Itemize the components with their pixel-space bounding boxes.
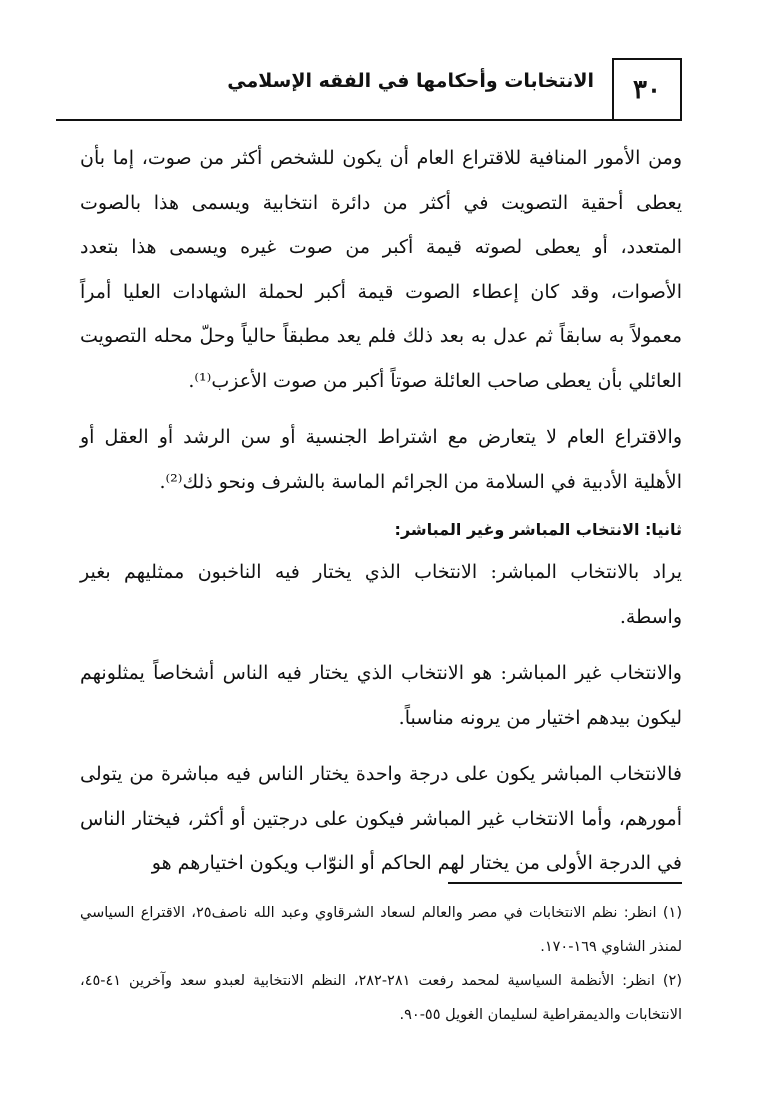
footnote-2: (٢) انظر: الأنظمة السياسية لمحمد رفعت ٢٨١-٢٨٢، النظم الانتخابية لعبدو سعد وآخرين ٤١-٤٥، الانتخابات والديمقراطية لسليمان الغويل ٥٥-٩٠.: [80, 973, 682, 1023]
paragraph-2: والاقتراع العام لا يتعارض مع اشتراط الجنسية أو سن الرشد أو العقل أو الأهلية الأدبية في السلامة من الجرائم الماسة بالشرف ونحو ذلك⁽²⁾.: [80, 426, 682, 493]
main-text: [80, 136, 682, 898]
paragraph-3: يراد بالانتخاب المباشر: الانتخاب الذي يختار فيه الناخبون ممثليهم بغير واسطة.: [80, 561, 682, 628]
running-title: الانتخابات وأحكامها في الفقه الإسلامي: [227, 70, 594, 92]
paragraph-4: والانتخاب غير المباشر: هو الانتخاب الذي يختار فيه الناس أشخاصاً يمثلونهم ليكون بيدهم اختيار من يرونه مناسباً.: [80, 662, 682, 729]
footnote-rule: [448, 882, 682, 884]
page-number: ٣٠: [612, 58, 682, 120]
paragraph-1: ومن الأمور المنافية للاقتراع العام أن يكون للشخص أكثر من صوت، إما بأن يعطى أحقية التصويت في أكثر من دائرة انتخابية ويسمى هذا بالصوت المتعدد، أو يعطى لصوته قيمة أكبر من صوت غيره ويسمى هذا بتعدد الأصوات، وقد كان إعطاء الصوت قيمة أكبر لحملة الشهادات العليا أمراً معمولاً به سابقاً ثم عدل به بعد ذلك فلم يعد مطبقاً حالياً وحلّ محله التصويت العائلي بأن يعطى صاحب العائلة صوتاً أكبر من صوت الأعزب⁽¹⁾.: [80, 147, 682, 392]
page-header: [56, 58, 682, 120]
footnotes: [80, 896, 682, 1032]
section-heading: ثانيا: الانتخاب المباشر وغير المباشر:: [394, 520, 682, 539]
header-rule: [56, 119, 682, 121]
footnote-1: (١) انظر: نظم الانتخابات في مصر والعالم لسعاد الشرقاوي وعبد الله ناصف٢٥، الاقتراع السياسي لمنذر الشاوي ١٦٩-١٧٠.: [80, 905, 682, 955]
paragraph-5: فالانتخاب المباشر يكون على درجة واحدة يختار الناس فيه مباشرة من يتولى أمورهم، وأما الانتخاب غير المباشر فيكون على درجتين أو أكثر، فيختار الناس في الدرجة الأولى من يختار لهم الحاكم أو النوّاب ويكون اختيارهم هو: [80, 763, 682, 874]
